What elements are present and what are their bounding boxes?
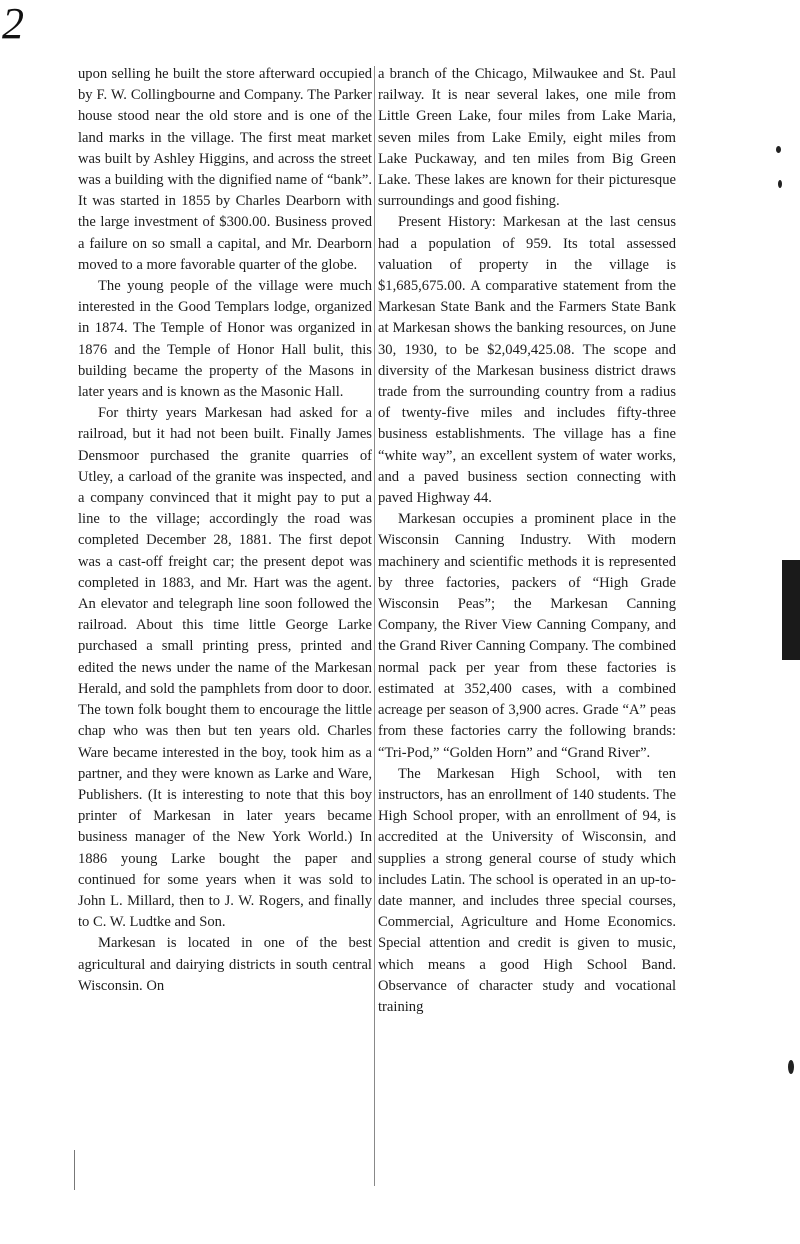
paragraph-right-2: Present History: Markesan at the last census had a population of 959. Its total assessed valuation of property in the village is $1,685,675.00. A comparative statement from the Markesan State Bank and the Farmers State Bank at Markesan shows the banking resources, on June 30, 1930, to be $2,049,425.08. The scope and diversity of the Markesan business district draws trade from the surrounding country from a radius of twenty-five miles and includes fifty-three business establishments. The village has a fine “white way”, an excellent system of water works, and a paved business section connecting with paved Highway 44. xyxy=(378,214,676,507)
paragraph-left-1: upon selling he built the store afterward occupied by F. W. Collingbourne and Company. The Parker house stood near the old store and is one of the land marks in the village. The first meat market was built by Ashley Higgins, and across the street was a building with the dignified name of “bank”. It was started in 1855 by Charles Dearborn with the large investment of $300.00. Business proved a failure on so small a capital, and Mr. Dearborn moved to a more favorable quarter of the globe. xyxy=(78,66,372,273)
page-number: 2 xyxy=(2,0,24,48)
paragraph-left-4: Markesan is located in one of the best agricultural and dairying districts in south central Wisconsin. On xyxy=(78,935,372,994)
left-column xyxy=(78,64,372,997)
scan-speck xyxy=(776,146,781,153)
paragraph-right-4: The Markesan High School, with ten instructors, has an enrollment of 140 students. The High School proper, with an enrollment of 94, is accredited at the University of Wisconsin, and supplies a strong general course of study which includes Latin. The school is operated in an up-to-date manner, and includes three special courses, Commercial, Agriculture and Home Economics. Special attention and credit is given to music, which means a good High School Band. Observance of character study and vocational training xyxy=(378,765,676,1015)
paragraph-left-2: The young people of the village were much interested in the Good Templars lodge, organized in 1874. The Temple of Honor was organized in 1876 and the Temple of Honor Hall bulit, this building became the property of the Masons in later years and is known as the Masonic Hall. xyxy=(78,278,372,401)
scan-speck xyxy=(778,180,782,188)
right-column xyxy=(378,64,676,1018)
scan-edge-mark xyxy=(782,560,800,660)
paragraph-left-3: For thirty years Markesan had asked for a railroad, but it had not been built. Finally James Densmoor purchased the granite quarries of Utley, a carload of the granite was inspected, and a company convinced that it might pay to put a line to the village; accordingly the road was completed December 28, 1881. The first depot was a cast-off freight car; the present depot was completed in 1883, and Mr. Hart was the agent. An elevator and telegraph line soon followed the railroad. About this time little George Larke purchased a small printing press, printed and edited the news under the name of the Markesan Herald, and sold the pamphlets from door to door. The town folk bought them to encourage the little chap who was then but ten years old. Charles Ware became interested in the boy, took him as a partner, and they were known as Larke and Ware, Publishers. (It is interesting to note that this boy printer of Markesan in later years became business manager of the New York World.) In 1886 young Larke bought the paper and continued for some years when it was sold to John L. Millard, then to J. W. Rogers, and finally to C. W. Ludtke and Son. xyxy=(78,405,372,931)
column-divider xyxy=(374,66,375,1186)
left-margin-rule xyxy=(74,1150,75,1190)
paragraph-right-3: Markesan occupies a prominent place in the Wisconsin Canning Industry. With modern machinery and scientific methods it is represented by three factories, packers of “High Grade Wisconsin Peas”; the Markesan Canning Company, the River View Canning Company, and the Grand River Canning Company. The combined normal pack per year from these factories is estimated at 352,400 cases, with a combined acreage per season of 3,900 acres. Grade “A” peas from these factories carry the following brands: “Tri-Pod,” “Golden Horn” and “Grand River”. xyxy=(378,511,676,761)
paragraph-right-1: a branch of the Chicago, Milwaukee and St. Paul railway. It is near several lakes, one mile from Little Green Lake, four miles from Lake Maria, seven miles from Lake Emily, eight miles from Lake Puckaway, and ten miles from Big Green Lake. These lakes are known for their picturesque surroundings and good fishing. xyxy=(378,66,676,210)
scan-speck xyxy=(788,1060,794,1074)
